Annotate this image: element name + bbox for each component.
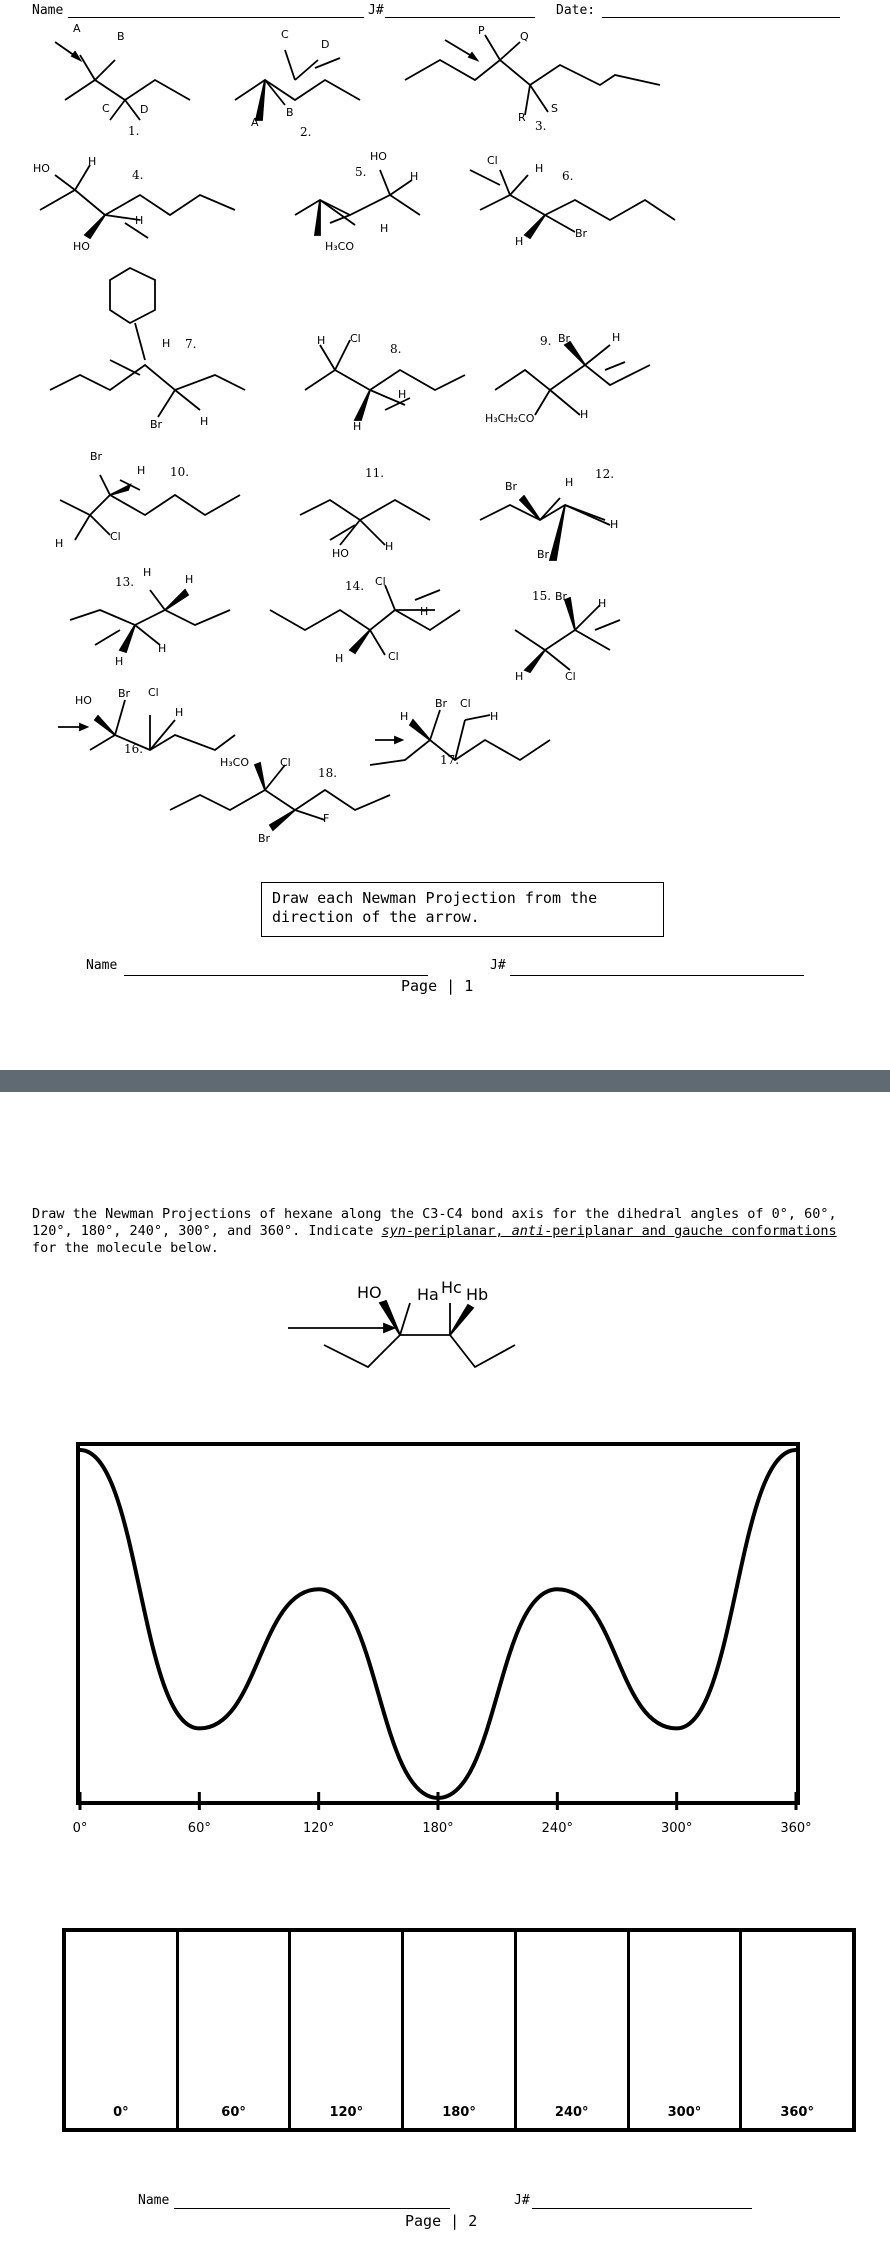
svg-text:Cl: Cl (148, 686, 159, 699)
svg-text:Br: Br (558, 332, 571, 345)
structure-6 (470, 154, 675, 248)
structure-16 (58, 686, 235, 756)
footer2-jnum-line (532, 2208, 752, 2209)
svg-text:D: D (140, 103, 149, 116)
svg-text:Br: Br (505, 480, 518, 493)
svg-text:H₃CO: H₃CO (325, 240, 355, 253)
svg-text:11.: 11. (365, 466, 385, 480)
svg-text:Br: Br (258, 832, 271, 845)
answer-box-180[interactable]: 180° (404, 1932, 517, 2128)
svg-text:Cl: Cl (487, 154, 498, 167)
svg-text:Cl: Cl (110, 530, 121, 543)
chart-frame (78, 1444, 798, 1803)
svg-text:A: A (251, 116, 259, 129)
svg-text:8.: 8. (390, 342, 402, 356)
footer-jnum-line (510, 975, 804, 976)
jnum-line (385, 17, 535, 18)
answer-box-360[interactable]: 360° (780, 2105, 814, 2120)
structure-7 (50, 268, 245, 431)
svg-text:5.: 5. (355, 165, 367, 179)
molecule-label-ho: HO (357, 1283, 382, 1302)
svg-text:Cl: Cl (280, 756, 291, 769)
structure-14 (270, 575, 460, 665)
svg-text:10.: 10. (170, 465, 190, 479)
svg-text:C: C (102, 102, 110, 115)
svg-text:Br: Br (435, 697, 448, 710)
x-tick-label-0: 0° (72, 1821, 88, 1836)
svg-text:P: P (478, 24, 485, 37)
footer2-jnum-label: J# (514, 2193, 530, 2208)
svg-text:H: H (317, 334, 326, 347)
svg-text:17.: 17. (440, 753, 460, 767)
svg-text:Cl: Cl (375, 575, 386, 588)
svg-text:D: D (321, 38, 330, 51)
molecule-label-ha: Ha (417, 1285, 439, 1304)
svg-text:H: H (162, 337, 171, 350)
energy-curve-line (80, 1450, 796, 1798)
structure-15 (515, 589, 620, 683)
instructions-paragraph (32, 1206, 862, 1257)
svg-text:H: H (380, 222, 389, 235)
svg-text:1.: 1. (128, 124, 140, 138)
structure-3 (405, 24, 660, 133)
page-number-2: Page | 2 (405, 2212, 478, 2230)
answer-box-300[interactable]: 300° (630, 1932, 743, 2128)
structures-drawing (0, 20, 890, 870)
structure-5 (295, 150, 420, 253)
svg-text:H: H (612, 331, 621, 344)
footer2-name-label: Name (138, 2193, 170, 2208)
svg-text:H: H (565, 476, 574, 489)
svg-text:6.: 6. (562, 169, 574, 183)
molecule-label-hc: Hc (441, 1278, 462, 1297)
svg-text:H: H (55, 537, 64, 550)
energy-chart (0, 1420, 890, 1840)
svg-text:H: H (143, 566, 152, 579)
answer-box-60[interactable]: 60° (179, 1932, 292, 2128)
footer-name-line (124, 975, 428, 976)
svg-text:HO: HO (33, 162, 50, 175)
svg-text:Q: Q (520, 30, 529, 43)
svg-text:H: H (490, 710, 499, 723)
name-label: Name (32, 3, 64, 18)
svg-text:4.: 4. (132, 168, 144, 182)
svg-text:H: H (410, 170, 419, 183)
structure-4 (33, 155, 235, 253)
svg-text:H: H (175, 706, 184, 719)
svg-text:H: H (610, 518, 619, 531)
structure-2 (235, 28, 360, 139)
anti-label: anti (511, 1223, 545, 1239)
svg-text:16.: 16. (124, 742, 144, 756)
intro-text-4: for the molecule below. (32, 1240, 219, 1256)
date-label: Date: (556, 3, 596, 18)
footer2-name-line (174, 2208, 450, 2209)
svg-text:Br: Br (90, 450, 103, 463)
svg-text:Cl: Cl (460, 697, 471, 710)
x-tick-label-60: 60° (187, 1821, 211, 1836)
svg-text:15.: 15. (532, 589, 552, 603)
intro-text-3: -periplanar and gauche conformations (544, 1223, 837, 1239)
x-tick-label-360: 360° (780, 1821, 812, 1836)
svg-text:H: H (398, 388, 407, 401)
svg-text:H: H (200, 415, 209, 428)
svg-text:H: H (353, 420, 362, 433)
x-tick-label-300: 300° (661, 1821, 693, 1836)
structure-12 (480, 467, 618, 561)
svg-text:Cl: Cl (388, 650, 399, 663)
structure-18 (170, 756, 390, 845)
intro-text-1: Draw the Newman Projections of hexane along the C3-C4 bond axis for the dihedral angles of 0°, 60°, 120°, 180°, 240°, 300°, and 360°. Indicate (32, 1206, 837, 1239)
svg-text:18.: 18. (318, 766, 338, 780)
svg-text:Br: Br (150, 418, 163, 431)
structure-10 (55, 450, 240, 550)
date-line (602, 17, 840, 18)
svg-text:7.: 7. (185, 337, 197, 351)
svg-text:13.: 13. (115, 575, 135, 589)
svg-text:3.: 3. (535, 119, 547, 133)
structure-8 (305, 332, 465, 433)
svg-text:H: H (385, 540, 394, 553)
svg-text:H: H (335, 652, 344, 665)
footer-name-label: Name (86, 958, 118, 973)
svg-text:Cl: Cl (350, 332, 361, 345)
svg-text:S: S (551, 102, 558, 115)
x-tick-label-180: 180° (422, 1821, 454, 1836)
svg-text:H: H (598, 597, 607, 610)
molecule-label-hb: Hb (466, 1285, 489, 1304)
svg-text:H: H (115, 655, 124, 668)
svg-text:Br: Br (575, 227, 588, 240)
jnum-label: J# (368, 3, 384, 18)
svg-text:R: R (518, 111, 526, 124)
svg-text:HO: HO (370, 150, 387, 163)
structure-17 (370, 697, 550, 767)
page-separator (0, 1070, 890, 1092)
svg-text:12.: 12. (595, 467, 615, 481)
svg-text:H₃CO: H₃CO (220, 756, 250, 769)
svg-text:H: H (515, 670, 524, 683)
newman-answer-boxes (62, 1928, 856, 2132)
svg-text:H: H (137, 464, 146, 477)
svg-text:A: A (73, 22, 81, 35)
svg-text:Br: Br (118, 687, 131, 700)
name-line (68, 17, 364, 18)
svg-text:F: F (323, 812, 330, 825)
instruction-box: Draw each Newman Projection from the direction of the arrow. (261, 882, 664, 937)
svg-text:B: B (117, 30, 125, 43)
svg-text:H: H (135, 214, 144, 227)
hexane-molecule-drawing (280, 1275, 540, 1375)
svg-text:Cl: Cl (565, 670, 576, 683)
structure-13 (70, 566, 230, 668)
svg-text:H: H (88, 155, 97, 168)
page-number-1: Page | 1 (401, 977, 474, 995)
intro-text-2: -periplanar, (405, 1223, 512, 1239)
svg-text:9.: 9. (540, 334, 552, 348)
svg-text:H: H (185, 573, 194, 586)
svg-text:C: C (281, 28, 289, 41)
svg-text:B: B (286, 106, 294, 119)
syn-label: syn (381, 1223, 406, 1239)
svg-text:14.: 14. (345, 579, 365, 593)
structure-11 (300, 466, 430, 560)
svg-text:H: H (420, 605, 429, 618)
svg-text:HO: HO (75, 694, 92, 707)
svg-text:H: H (580, 408, 589, 421)
svg-text:Br: Br (555, 590, 568, 603)
svg-text:H: H (535, 162, 544, 175)
svg-text:2.: 2. (300, 125, 312, 139)
x-tick-label-240: 240° (541, 1821, 573, 1836)
answer-box-240[interactable]: 240° (517, 1932, 630, 2128)
footer-jnum-label: J# (490, 958, 506, 973)
structure-9 (485, 331, 650, 425)
svg-text:H₃CH₂CO: H₃CH₂CO (485, 412, 535, 425)
svg-text:HO: HO (332, 547, 349, 560)
x-tick-label-120: 120° (303, 1821, 335, 1836)
answer-box-120[interactable]: 120° (291, 1932, 404, 2128)
svg-text:H: H (400, 710, 409, 723)
svg-text:H: H (158, 642, 167, 655)
svg-text:H: H (515, 235, 524, 248)
svg-text:Br: Br (537, 548, 550, 561)
answer-box-0[interactable]: 0° (66, 1932, 179, 2128)
structure-1 (55, 22, 190, 138)
svg-text:HO: HO (73, 240, 90, 253)
